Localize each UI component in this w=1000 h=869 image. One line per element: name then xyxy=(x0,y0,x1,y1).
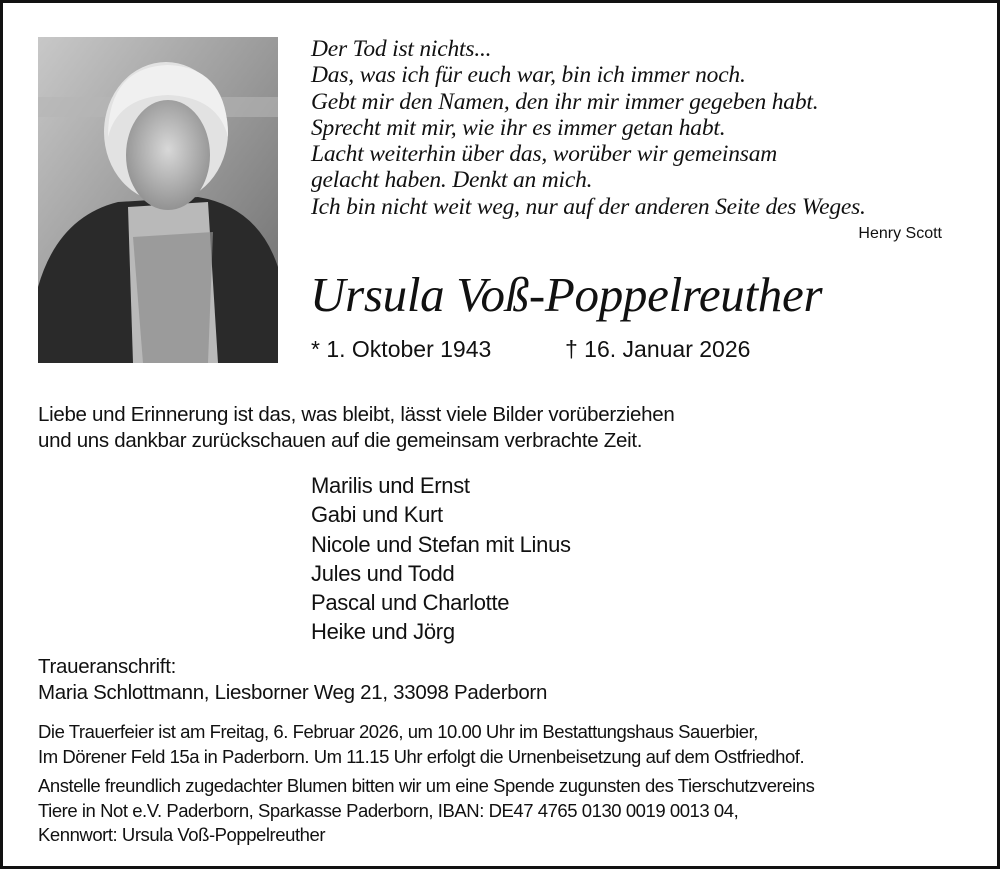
family-member: Heike und Jörg xyxy=(311,619,455,645)
donation-line: Anstelle freundlich zugedachter Blumen bitten wir um eine Spende zugunsten des Tierschutzvereins xyxy=(38,775,815,796)
ceremony-line: Im Dörener Feld 15a in Paderborn. Um 11.15 Uhr erfolgt die Urnenbeisetzung auf dem Ostfriedhof. xyxy=(38,745,805,767)
portrait-photo xyxy=(38,37,278,363)
address-value: Maria Schlottmann, Liesborner Weg 21, 33098 Paderborn xyxy=(38,681,548,704)
ceremony-line: Die Trauerfeier ist am Freitag, 6. Februar 2026, um 10.00 Uhr im Bestattungshaus Sauerbier, xyxy=(38,721,758,742)
verse-line: Sprecht mit mir, wie ihr es immer getan habt. xyxy=(311,114,726,141)
family-member: Gabi und Kurt xyxy=(311,502,443,528)
birth-date: * 1. Oktober 1943 xyxy=(311,336,492,362)
family-member: Marilis und Ernst xyxy=(311,473,470,498)
verse-line: Lacht weiterhin über das, worüber wir gemeinsam xyxy=(311,141,778,168)
family-member: Jules und Todd xyxy=(311,560,455,586)
family-list xyxy=(311,471,571,647)
address-label: Traueranschrift: xyxy=(38,655,176,678)
tribute-line: Liebe und Erinnerung ist das, was bleibt, lässt viele Bilder vorüberziehen xyxy=(38,403,675,426)
family-member: Nicole und Stefan mit Linus xyxy=(311,531,571,557)
donation-line: Tiere in Not e.V. Paderborn, Sparkasse Paderborn, IBAN: DE47 4765 0130 0019 0013 04, xyxy=(38,799,739,821)
verse-line: Ich bin nicht weit weg, nur auf der anderen Seite des Weges. xyxy=(311,193,866,220)
verse-author: Henry Scott xyxy=(858,225,942,242)
donation-info xyxy=(38,774,814,848)
death-date: † 16. Januar 2026 xyxy=(565,336,751,362)
tribute-line: und uns dankbar zurückschauen auf die gemeinsam verbrachte Zeit. xyxy=(38,429,643,452)
donation-line: Kennwort: Ursula Voß-Poppelreuther xyxy=(38,824,326,846)
ceremony-info xyxy=(38,720,804,769)
verse-line: gelacht haben. Denkt an mich. xyxy=(311,167,593,194)
mourning-address xyxy=(38,654,547,706)
deceased-name: Ursula Voß-Poppelreuther xyxy=(310,267,823,322)
verse-line: Gebt mir den Namen, den ihr mir immer gegeben habt. xyxy=(311,88,819,115)
family-member: Pascal und Charlotte xyxy=(311,590,510,616)
verse xyxy=(311,36,866,220)
verse-line: Das, was ich für euch war, bin ich immer noch. xyxy=(311,62,746,89)
tribute-text xyxy=(38,402,674,454)
verse-line: Der Tod ist nichts... xyxy=(311,36,492,62)
